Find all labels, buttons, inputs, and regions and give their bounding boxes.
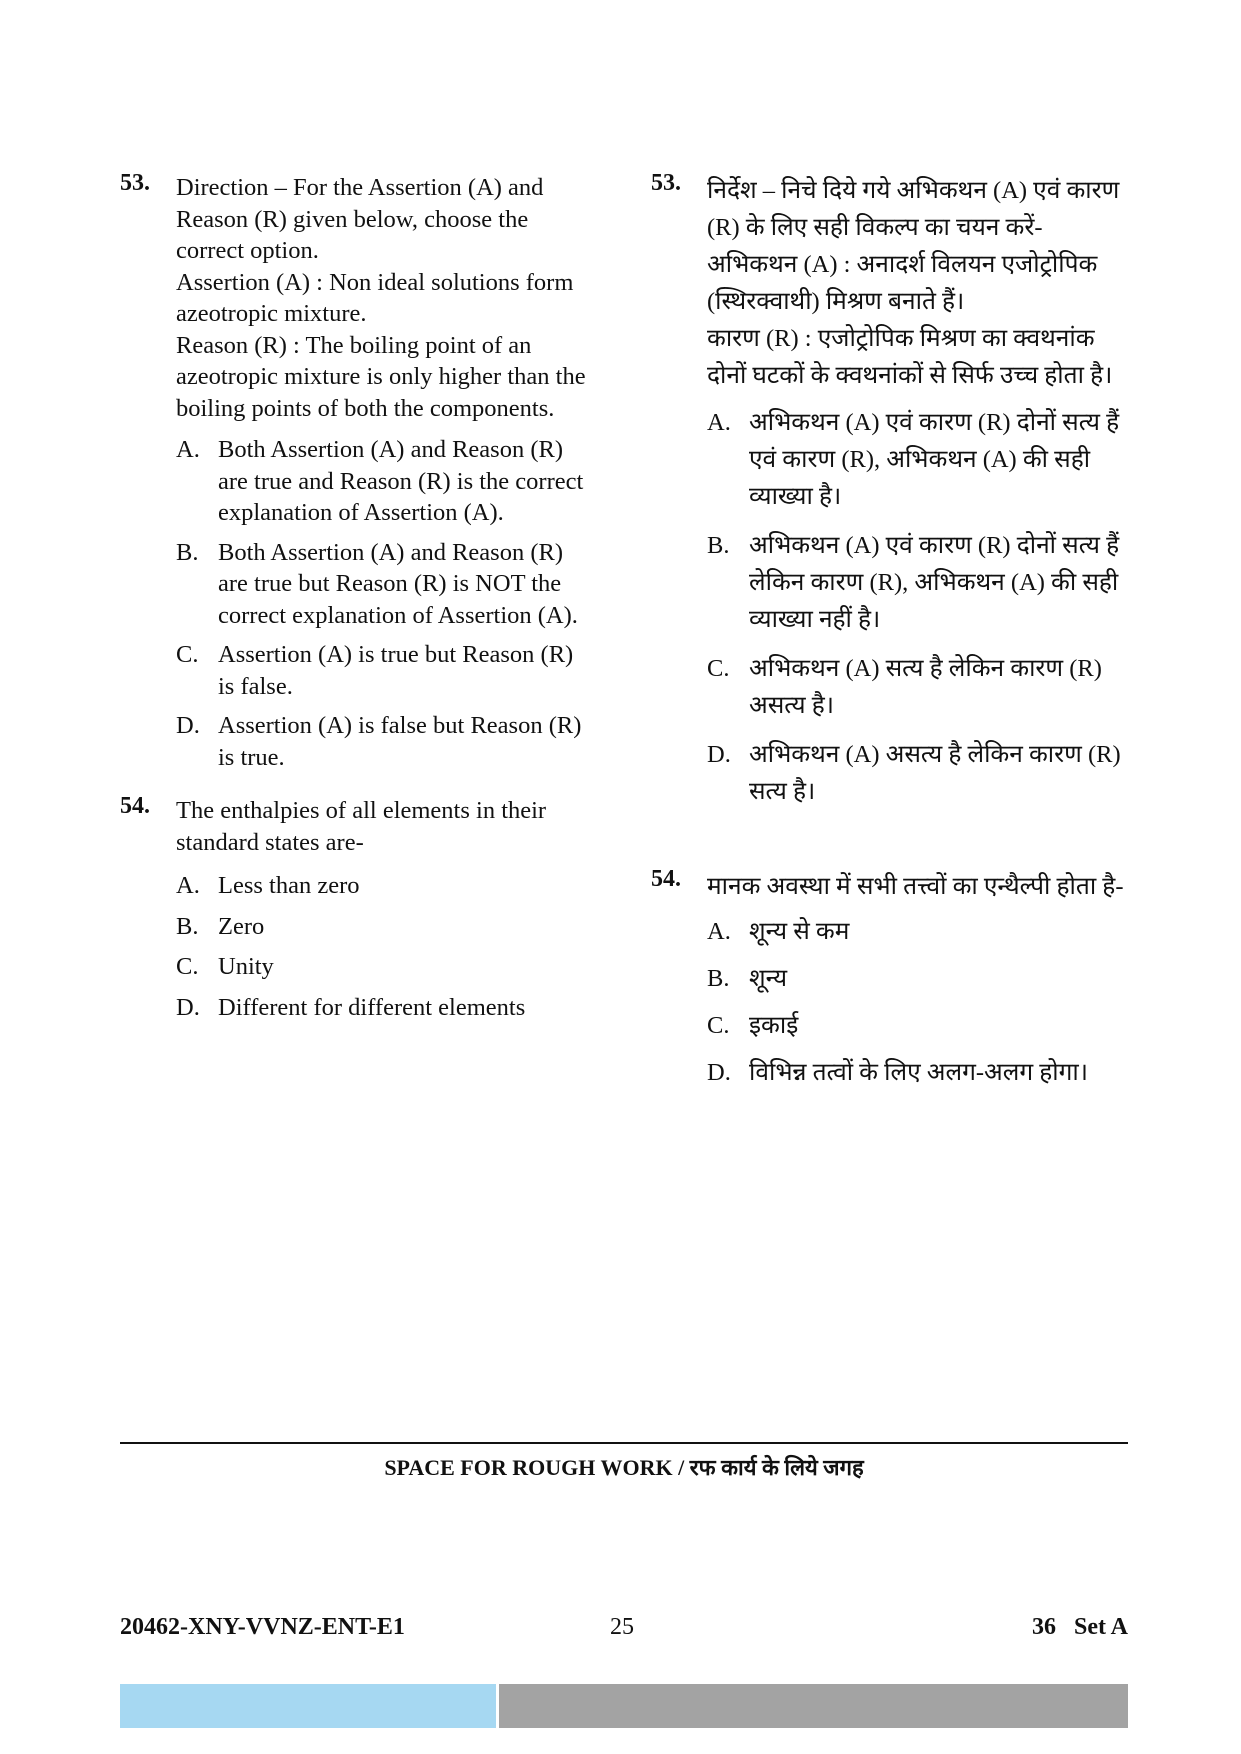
option-label: A.: [176, 872, 200, 899]
question-number: 54.: [651, 866, 681, 892]
option-text: Different for different elements: [218, 993, 526, 1021]
option-text: अभिकथन (A) सत्य है लेकिन कारण (R) असत्य है।: [749, 655, 1102, 719]
option-text: Both Assertion (A) and Reason (R) are true but Reason (R) is NOT the correct explanation of Assertion (A).: [218, 538, 578, 629]
question-direction: निर्देश – निचे दिये गये अभिकथन (A) एवं कारण (R) के लिए सही विकल्प का चयन करें-: [707, 177, 1120, 241]
footer-bar-right: [499, 1684, 1128, 1728]
option-c[interactable]: [176, 951, 595, 983]
question-reason: कारण (R) : एजोट्रोपिक मिश्रण का क्वथनांक दोनों घटकों के क्वथनांकों से सिर्फ उच्च होता है।: [707, 325, 1113, 389]
question-text: [707, 172, 1131, 394]
question-reason: Reason (R) : The boiling point of an azeotropic mixture is only higher than the boiling points of both the components.: [176, 331, 586, 422]
options-list: [707, 404, 1131, 810]
question-direction: Direction – For the Assertion (A) and Reason (R) given below, choose the correct option.: [176, 174, 544, 264]
english-column: [120, 172, 595, 1032]
option-label: A.: [176, 436, 200, 463]
option-text: अभिकथन (A) एवं कारण (R) दोनों सत्य हैं लेकिन कारण (R), अभिकथन (A) की सही व्याख्या नहीं है।: [749, 532, 1120, 633]
option-a[interactable]: [707, 913, 1131, 950]
option-d[interactable]: [176, 992, 595, 1024]
option-text: शून्य से कम: [749, 918, 850, 945]
option-text: Zero: [218, 912, 265, 940]
option-a[interactable]: [176, 870, 595, 902]
option-b[interactable]: [707, 527, 1131, 638]
option-label: B.: [176, 912, 199, 940]
option-text: Unity: [218, 953, 274, 980]
question-54-en: [120, 795, 595, 1023]
option-text: Assertion (A) is false but Reason (R) is true.: [218, 712, 582, 771]
options-list: [707, 913, 1131, 1091]
question-number: 53.: [651, 170, 681, 196]
option-a[interactable]: [176, 434, 595, 529]
option-label: D.: [176, 712, 200, 739]
option-label: A.: [707, 409, 731, 436]
question-stem: The enthalpies of all elements in their standard states are-: [176, 797, 547, 856]
option-b[interactable]: [176, 537, 595, 632]
question-number: 53.: [120, 170, 150, 196]
option-c[interactable]: [176, 639, 595, 702]
question-stem: मानक अवस्था में सभी तत्त्वों का एन्थैल्पी होता है-: [707, 873, 1124, 900]
option-a[interactable]: [707, 404, 1131, 515]
option-c[interactable]: [707, 650, 1131, 724]
option-d[interactable]: [707, 736, 1131, 810]
option-label: C.: [176, 641, 199, 668]
option-label: D.: [176, 993, 200, 1021]
rough-work-heading: SPACE FOR ROUGH WORK / रफ कार्य के लिये जगह: [384, 1455, 864, 1480]
option-text: अभिकथन (A) असत्य है लेकिन कारण (R) सत्य है।: [749, 741, 1121, 805]
options-list: [176, 434, 595, 773]
hindi-column: [651, 172, 1131, 1101]
option-text: विभिन्न तत्वों के लिए अलग-अलग होगा।: [749, 1059, 1089, 1086]
option-text: इकाई: [749, 1012, 799, 1039]
option-label: B.: [707, 532, 730, 559]
footer-bar-left: [120, 1684, 496, 1728]
question-text: [176, 795, 595, 858]
question-text: [707, 868, 1131, 905]
rough-work-divider: [120, 1442, 1128, 1444]
question-53-hi: [651, 172, 1131, 810]
option-label: A.: [707, 918, 731, 945]
option-text: अभिकथन (A) एवं कारण (R) दोनों सत्य हैं एवं कारण (R), अभिकथन (A) की सही व्याख्या है।: [749, 409, 1120, 510]
question-54-hi: [651, 868, 1131, 1091]
option-text: शून्य: [749, 965, 788, 992]
option-label: D.: [707, 741, 731, 768]
set-label: 36 Set A: [1032, 1614, 1128, 1640]
paper-code: 20462-XNY-VVNZ-ENT-E1: [120, 1614, 405, 1640]
option-c[interactable]: [707, 1007, 1131, 1044]
question-53-en: [120, 172, 595, 773]
question-assertion: अभिकथन (A) : अनादर्श विलयन एजोट्रोपिक (स्थिरक्वाथी) मिश्रण बनाते हैं।: [707, 251, 1098, 315]
option-d[interactable]: [707, 1054, 1131, 1091]
option-label: D.: [707, 1059, 731, 1086]
question-assertion: Assertion (A) : Non ideal solutions form azeotropic mixture.: [176, 268, 574, 327]
option-label: C.: [707, 655, 730, 682]
question-text: [176, 172, 595, 424]
page-number: 25: [610, 1614, 634, 1640]
option-label: B.: [176, 538, 199, 566]
option-label: B.: [707, 965, 730, 992]
option-d[interactable]: [176, 710, 595, 773]
options-list: [176, 870, 595, 1023]
option-label: C.: [176, 953, 199, 980]
option-text: Less than zero: [218, 872, 360, 899]
option-b[interactable]: [707, 960, 1131, 997]
question-number: 54.: [120, 793, 150, 819]
option-text: Assertion (A) is true but Reason (R) is false.: [218, 641, 574, 700]
option-b[interactable]: [176, 911, 595, 943]
option-text: Both Assertion (A) and Reason (R) are true and Reason (R) is the correct explanation of Assertion (A).: [218, 436, 584, 526]
option-label: C.: [707, 1012, 730, 1039]
